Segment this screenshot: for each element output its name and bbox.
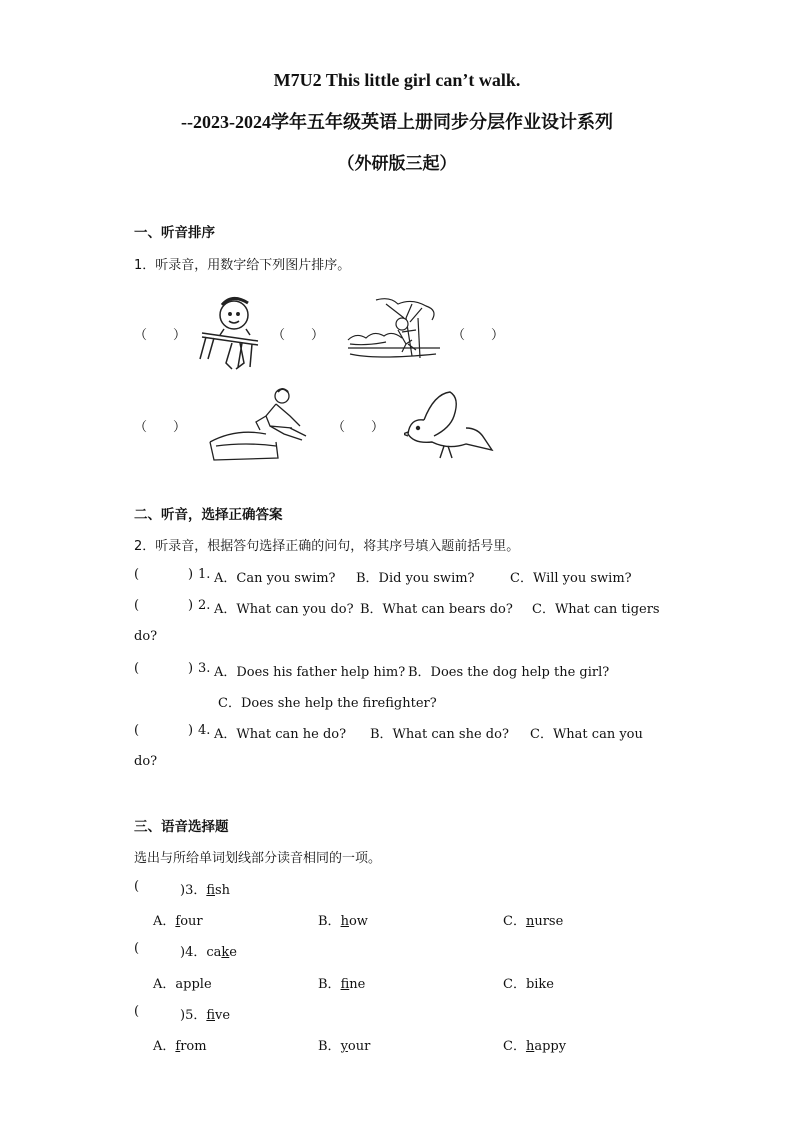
p4-option-a: A．apple	[153, 977, 212, 992]
page-title: M7U2 This little girl can’t walk.	[273, 70, 521, 90]
section2-heading: 二、听音，选择正确答案	[134, 507, 283, 523]
q3-close-paren: )	[188, 661, 194, 676]
answer-blank-4[interactable]: （ ）	[134, 420, 187, 435]
p4-stem: )4．cake	[180, 945, 237, 960]
bird-icon	[404, 388, 496, 462]
answer-blank-5[interactable]: （ ）	[332, 420, 385, 435]
q2-close-paren: )	[188, 598, 194, 613]
q3-open-paren[interactable]: (	[134, 661, 140, 676]
answer-blank-2[interactable]: （ ）	[272, 328, 325, 343]
q1-close-paren: )	[188, 567, 194, 582]
q2-option-c: C．What can tigers	[532, 602, 660, 617]
p3-option-b: B．how	[318, 914, 368, 929]
p5-stem: )5．five	[180, 1008, 231, 1023]
q4-close-paren: )	[188, 723, 194, 738]
q1-option-a: A．Can you swim?	[214, 571, 336, 586]
q2-open-paren[interactable]: (	[134, 598, 140, 613]
q4-open-paren[interactable]: (	[134, 723, 140, 738]
q1-number: 1.	[198, 567, 211, 582]
boy-hurdle-icon	[192, 293, 264, 373]
q3-option-b: B．Does the dog help the girl?	[408, 665, 610, 680]
q4-wrap: do?	[134, 754, 158, 769]
answer-blank-1[interactable]: （ ）	[134, 328, 187, 343]
q4-number: 4.	[198, 723, 211, 738]
p3-paren-open[interactable]: (	[134, 879, 140, 894]
section3-heading: 三、语音选择题	[134, 819, 229, 835]
q2-wrap: do?	[134, 629, 158, 644]
p4-option-c: C．bike	[503, 977, 555, 992]
q2-number: 2.	[198, 598, 211, 613]
section1-heading: 一、听音排序	[134, 225, 215, 241]
q2-option-b: B．What can bears do?	[360, 602, 513, 617]
q1-open-paren[interactable]: (	[134, 567, 140, 582]
p5-option-b: B．your	[318, 1039, 371, 1054]
section1-instruction: 1．听录音，用数字给下列图片排序。	[134, 258, 351, 273]
q4-option-c: C．What can you	[530, 727, 643, 742]
q3-option-a: A．Does his father help him?	[214, 665, 406, 680]
q1-option-b: B．Did you swim?	[356, 571, 475, 586]
q3-option-c: C．Does she help the firefighter?	[218, 696, 437, 711]
q1-option-c: C．Will you swim?	[510, 571, 632, 586]
page-subtitle: --2023-2024学年五年级英语上册同步分层作业设计系列	[181, 112, 613, 132]
p5-paren-open[interactable]: (	[134, 1004, 140, 1019]
p4-option-b: B．fine	[318, 977, 366, 992]
page-edition: （外研版三起）	[337, 154, 457, 174]
section2-instruction: 2．听录音，根据答句选择正确的问句，将其序号填入题前括号里。	[134, 539, 520, 554]
p5-option-c: C．happy	[503, 1039, 567, 1054]
boy-climbing-tree-icon	[346, 296, 442, 368]
p5-option-a: A．from	[153, 1039, 207, 1054]
p3-option-c: C．nurse	[503, 914, 564, 929]
p4-paren-open[interactable]: (	[134, 941, 140, 956]
q2-option-a: A．What can you do?	[214, 602, 354, 617]
p3-stem: )3．fish	[180, 883, 231, 898]
girl-long-jump-icon	[206, 386, 316, 464]
section3-instruction: 选出与所给单词划线部分读音相同的一项。	[134, 851, 382, 866]
q4-option-a: A．What can he do?	[214, 727, 347, 742]
q3-number: 3.	[198, 661, 211, 676]
p3-option-a: A．four	[153, 914, 203, 929]
answer-blank-3[interactable]: （ ）	[452, 328, 505, 343]
q4-option-b: B．What can she do?	[370, 727, 509, 742]
